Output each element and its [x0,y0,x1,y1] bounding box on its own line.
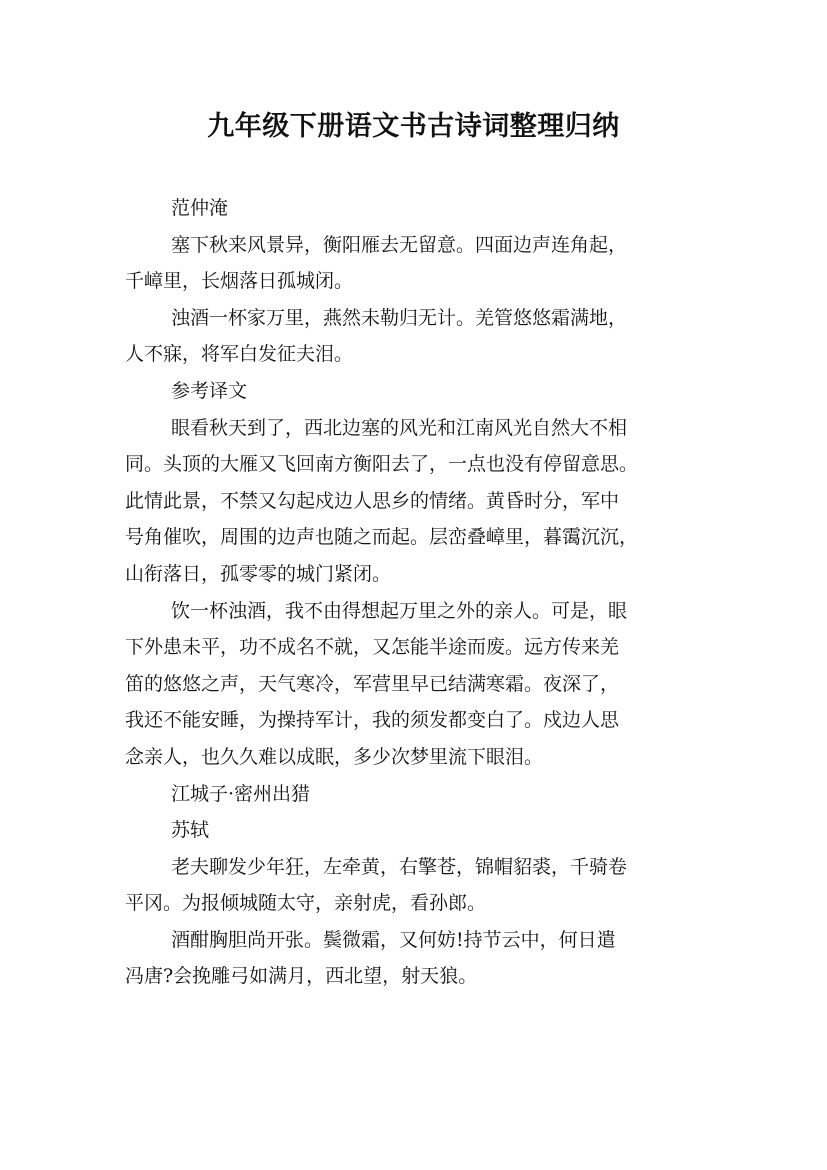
text-line: 此情此景，不禁又勾起戍边人思乡的情绪。黄昏时分，军中 [125,489,620,512]
text-line: 号角催吹，周围的边声也随之而起。层峦叠嶂里，暮霭沉沉， [125,526,639,549]
text-line: 酒酣胸胆尚开张。鬓微霜，又何妨!持节云中，何日遣 [171,928,616,951]
text-line: 笛的悠悠之声，天气寒冷，军营里早已结满寒霜。夜深了， [125,672,620,695]
document-title: 九年级下册语文书古诗词整理归纳 [207,111,620,142]
text-line: 江城子·密州出猎 [171,782,311,805]
text-line: 我还不能安睡，为操持军计，我的须发都变白了。戍边人思 [125,709,620,732]
text-line: 下外患未平，功不成名不就，又怎能半途而废。远方传来羌 [125,636,620,659]
text-line: 冯唐?会挽雕弓如满月，西北望，射天狼。 [125,965,478,988]
text-line: 人不寐，将军白发征夫泪。 [125,343,354,366]
text-line: 范仲淹 [171,197,229,219]
text-line: 眼看秋天到了，西北边塞的风光和江南风光自然大不相 [171,416,628,439]
text-line: 塞下秋来风景异，衡阳雁去无留意。四面边声连角起， [171,233,628,256]
text-line: 老夫聊发少年狂，左牵黄，右擎苍，锦帽貂裘，千骑卷 [171,855,628,878]
text-line: 同。头顶的大雁又飞回南方衡阳去了，一点也没有停留意思。 [125,453,639,476]
document-body [125,190,710,995]
text-line: 念亲人，也久久难以成眠，多少次梦里流下眼泪。 [125,745,544,768]
text-line: 千嶂里，长烟落日孤城闭。 [125,270,354,293]
text-line: 平冈。为报倾城随太守，亲射虎，看孙郎。 [125,892,487,915]
text-line: 浊酒一杯家万里，燕然未勒归无计。羌管悠悠霜满地， [171,306,628,329]
text-line: 饮一杯浊酒，我不由得想起万里之外的亲人。可是，眼 [171,599,628,622]
text-line: 苏轼 [171,819,210,842]
text-line: 山衔落日，孤零零的城门紧闭。 [125,562,392,585]
text-line: 参考译文 [171,379,248,402]
